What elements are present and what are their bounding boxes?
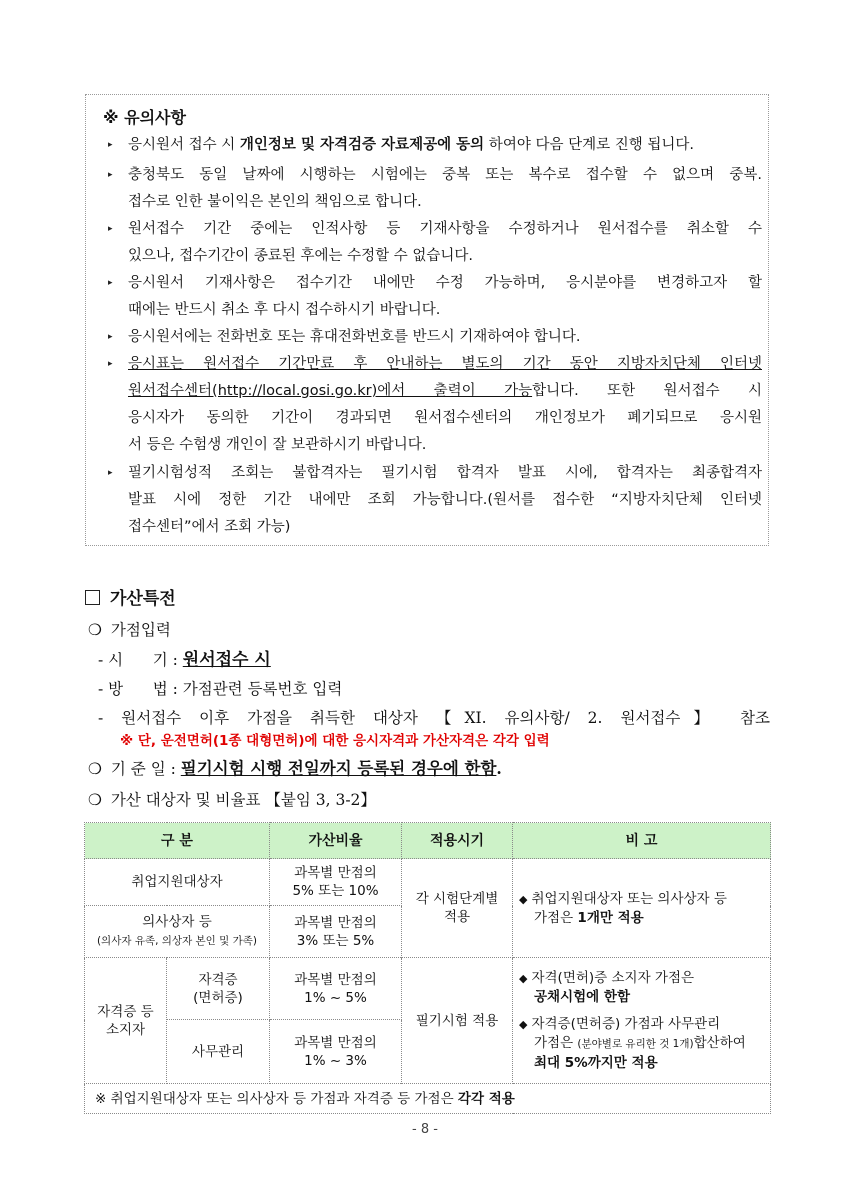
group-license-holder: 자격증 등 소지자 [85,958,167,1084]
after-acquire-line: - 원서접수 이후 가점을 취득한 대상자 【XI. 유의사항/ 2. 원서접수】 참조 [98,709,770,727]
bullet-icon: ▸ [108,224,113,234]
circle-bullet-icon: ❍ [88,760,102,778]
bullet-icon: ▸ [108,140,113,150]
notice-box [85,94,769,546]
entry-heading: ❍ 가점입력 [88,621,171,639]
note-license: ◆ 자격(면허)증 소지자 가점은 공채시험에 한함 ◆ 자격증(면허증) 가점과 사무관리 가점은 (분야별로 유리한 것 1개)합산하여 최대 5%까지만 적용 [513,958,771,1084]
row-righteous-casualty: 의사상자 등 (의사자 유족, 의상자 본인 및 가족) [85,906,270,958]
table-heading: ❍ 가산 대상자 및 비율표 【붙임 3, 3-2】 [88,791,376,809]
rate-righteous-casualty: 과목별 만점의 3% 또는 5% [270,906,402,958]
notice-item-4-line-2: 때에는 반드시 취소 후 다시 접수하시기 바랍니다. [128,302,441,318]
rate-office-management: 과목별 만점의 1% ~ 3% [270,1020,402,1084]
notice-item-2-line-2: 접수로 인한 불이익은 본인의 책임으로 합니다. [128,194,422,210]
page-number: - 8 - [412,1122,438,1137]
notice-item-4-line-1: 응시원서 기재사항은 접수기간 내에만 수정 가능하며, 응시분야를 변경하고자 할 [128,275,762,291]
notice-title: ※ 유의사항 [103,108,186,127]
notice-item-3-line-2: 있으나, 접수기간이 종료된 후에는 수정할 수 없습니다. [128,248,474,264]
notice-item-7-line-3: 접수센터”에서 조회 가능) [128,519,291,535]
notice-item-6-line-1: 응시표는 원서접수 기간만료 후 안내하는 별도의 기간 동안 지방자치단체 인터넷 [128,356,762,372]
header-category: 구 분 [85,823,270,859]
notice-item-5: 응시원서에는 전화번호 또는 휴대전화번호를 반드시 기재하여야 합니다. [128,329,581,345]
bonus-table [84,822,771,1114]
timing-each-stage: 각 시험단계별 적용 [402,859,513,958]
bullet-icon: ▸ [108,278,113,288]
section-title: 가산특전 [85,584,176,609]
timing-line: - 시 기 : 원서접수 시 [98,650,271,670]
diamond-bullet-icon: ◆ [519,971,528,985]
rate-license: 과목별 만점의 1% ~ 5% [270,958,402,1020]
notice-item-7-line-1: 필기시험성적 조회는 불합격자는 필기시험 합격자 발표 시에, 합격자는 최종합격자 [128,465,762,481]
checkbox-square-icon [85,590,100,605]
method-line: - 방 법 : 가점관련 등록번호 입력 [98,680,343,698]
notice-item-7-line-2: 발표 시에 정한 기간 내에만 조회 가능합니다.(원서를 접수한 “지방자치단체 인터넷 [128,492,762,508]
row-license: 자격증 (면허증) [167,958,270,1020]
row-employment-support: 취업지원대상자 [85,859,270,906]
rate-employment-support: 과목별 만점의 5% 또는 10% [270,859,402,906]
notice-item-3-line-1: 원서접수 기간 중에는 인적사항 등 기재사항을 수정하거나 원서접수를 취소할 수 [128,221,762,237]
notice-item-1: 응시원서 접수 시 개인정보 및 자격검증 자료제공에 동의 하여야 다음 단계로 진행 됩니다. [128,137,694,153]
bullet-icon: ▸ [108,468,113,478]
timing-written-exam: 필기시험 적용 [402,958,513,1084]
bullet-icon: ▸ [108,359,113,369]
header-note: 비 고 [513,823,771,859]
notice-item-2-line-1: 충청북도 동일 날짜에 시행하는 시험에는 중복 또는 복수로 접수할 수 없으며 중복. [128,167,762,183]
notice-item-6-line-2: 원서접수센터(http://local.gosi.go.kr)에서 출력이 가능합니다. 또한 원서접수 시 [128,383,762,399]
row-office-management: 사무관리 [167,1020,270,1084]
header-timing: 적용시기 [402,823,513,859]
bullet-icon: ▸ [108,332,113,342]
bullet-icon: ▸ [108,170,113,180]
circle-bullet-icon: ❍ [88,791,102,809]
red-note: ※ 단, 운전면허(1종 대형면허)에 대한 응시자격과 가산자격은 각각 입력 [120,733,550,749]
notice-item-6-line-4: 서 등은 수험생 개인이 잘 보관하시기 바랍니다. [128,437,427,453]
diamond-bullet-icon: ◆ [519,892,528,906]
note-one-only: ◆ 취업지원대상자 또는 의사상자 등 가점은 1개만 적용 [513,859,771,958]
circle-bullet-icon: ❍ [88,621,102,639]
header-rate: 가산비율 [270,823,402,859]
notice-item-6-line-3: 응시자가 동의한 기간이 경과되면 원서접수센터의 개인정보가 폐기되므로 응시원 [128,410,762,426]
table-footer-note: ※ 취업지원대상자 또는 의사상자 등 가점과 자격증 등 가점은 각각 적용 [85,1084,771,1114]
base-date-line: ❍ 기 준 일 : 필기시험 시행 전일까지 등록된 경우에 한함. [88,759,502,778]
diamond-bullet-icon: ◆ [519,1017,528,1031]
